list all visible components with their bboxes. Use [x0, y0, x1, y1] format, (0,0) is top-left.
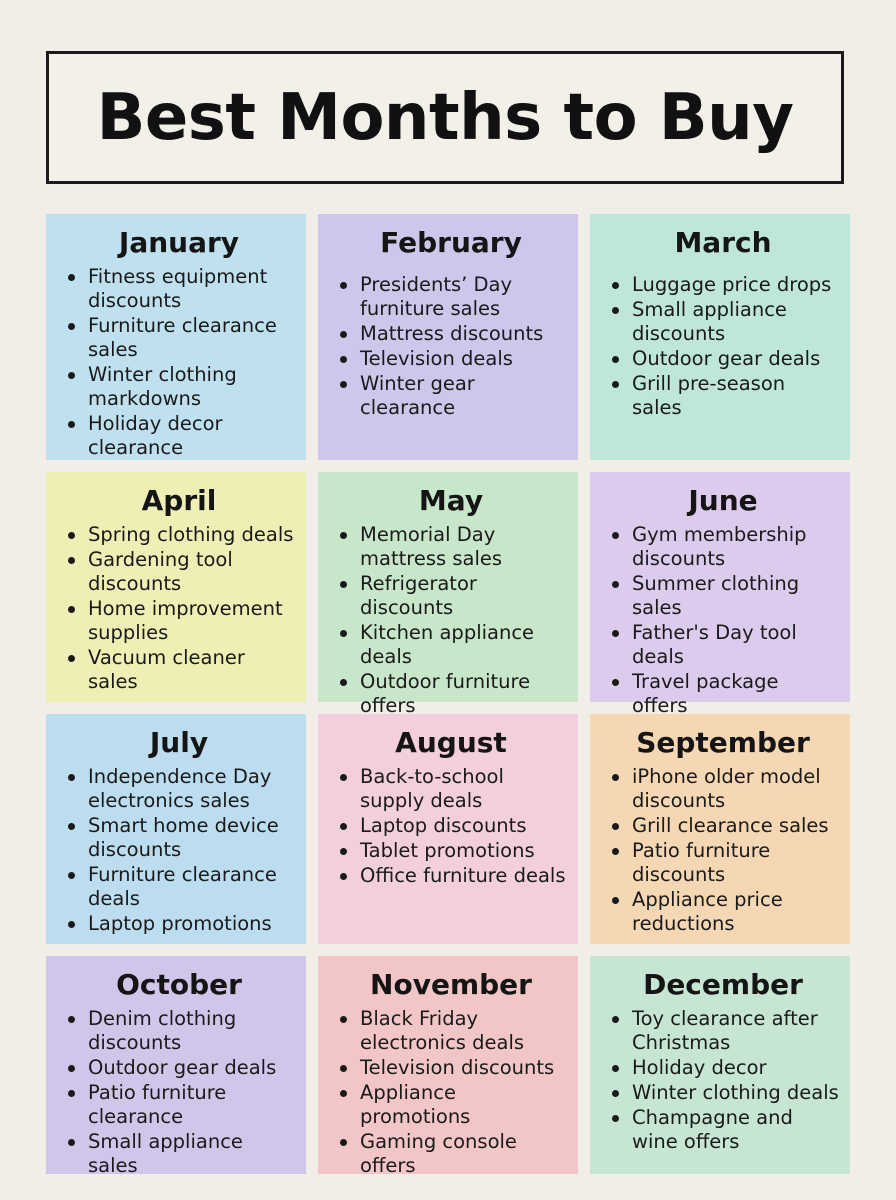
deal-list	[606, 523, 840, 718]
month-title: September	[636, 726, 810, 759]
deal-item: Vacuum cleaner sales	[88, 646, 296, 694]
deal-item: Black Friday electronics deals	[360, 1007, 568, 1055]
deal-item: Laptop promotions	[88, 912, 296, 936]
deal-item: Holiday decor clearance	[88, 412, 296, 460]
month-card-december	[590, 956, 850, 1174]
deal-item: Toy clearance after Christmas	[632, 1007, 840, 1055]
deal-item: Memorial Day mattress sales	[360, 523, 568, 571]
deal-item: Holiday decor	[632, 1056, 840, 1080]
deal-item: Laptop discounts	[360, 814, 568, 838]
month-title: April	[141, 484, 217, 517]
month-title: May	[418, 484, 484, 517]
deal-list	[606, 273, 840, 420]
deal-list	[62, 1007, 296, 1178]
deal-item: Father's Day tool deals	[632, 621, 840, 669]
deal-list	[334, 273, 568, 420]
deal-item: Winter gear clearance	[360, 372, 568, 420]
month-card-may	[318, 472, 578, 717]
month-title: July	[149, 726, 209, 759]
deal-item: Winter clothing markdowns	[88, 363, 296, 411]
deal-item: Small appliance sales	[88, 1130, 296, 1178]
deal-list	[334, 765, 568, 888]
month-card-september	[590, 714, 850, 944]
month-title: January	[118, 226, 240, 259]
deal-list	[606, 1007, 840, 1154]
months-grid	[46, 214, 850, 1177]
deal-list	[62, 765, 296, 936]
month-title: February	[380, 226, 522, 259]
deal-item: Winter clothing deals	[632, 1081, 839, 1104]
month-card-march	[590, 214, 850, 460]
month-card-february	[318, 214, 578, 460]
deal-list	[62, 265, 296, 460]
title-box	[46, 51, 844, 184]
deal-item: Gardening tool discounts	[88, 548, 296, 596]
deal-item: Spring clothing deals	[88, 523, 296, 547]
deal-item: Appliance promotions	[360, 1081, 568, 1129]
deal-item: Furniture clearance sales	[88, 314, 296, 362]
deal-item: Outdoor gear deals	[88, 1056, 296, 1080]
deal-item: Luggage price drops	[632, 273, 840, 297]
deal-item: Gaming console offers	[360, 1130, 568, 1178]
month-title: August	[395, 726, 507, 759]
deal-item: Patio furniture discounts	[632, 839, 840, 887]
deal-item: Back-to-school supply deals	[360, 765, 568, 813]
deal-item: Fitness equipment discounts	[88, 265, 296, 313]
month-title: March	[674, 226, 772, 259]
deal-item: Patio furniture clearance	[88, 1081, 296, 1129]
deal-item: Office furniture deals	[360, 864, 568, 888]
deal-item: Independence Day electronics sales	[88, 765, 296, 813]
deal-item: Television deals	[360, 347, 568, 371]
deal-item: Furniture clearance deals	[88, 863, 296, 911]
month-title: October	[116, 968, 242, 1001]
month-card-november	[318, 956, 578, 1177]
deal-item: Home improvement supplies	[88, 597, 296, 645]
deal-item: Presidents’ Day furniture sales	[360, 273, 568, 321]
deal-item: Mattress discounts	[360, 322, 568, 346]
page-title: Best Months to Buy	[96, 80, 794, 155]
deal-item: Denim clothing discounts	[88, 1007, 296, 1055]
deal-item: Tablet promotions	[360, 839, 568, 863]
month-card-august	[318, 714, 578, 944]
deal-item: Small appliance discounts	[632, 298, 840, 346]
deal-item: Television discounts	[360, 1056, 568, 1080]
deal-item: Grill pre-season sales	[632, 372, 840, 420]
deal-item: Outdoor gear deals	[632, 347, 840, 371]
month-card-january	[46, 214, 306, 460]
deal-list	[62, 523, 296, 694]
month-card-april	[46, 472, 306, 702]
deal-item: Refrigerator discounts	[360, 572, 568, 620]
deal-item: Kitchen appliance deals	[360, 621, 568, 669]
deal-item: Travel package offers	[632, 670, 840, 718]
month-card-july	[46, 714, 306, 944]
deal-list	[606, 765, 840, 936]
deal-item: Smart home device discounts	[88, 814, 296, 862]
deal-item: Champagne and wine offers	[632, 1106, 840, 1154]
deal-item: Grill clearance sales	[632, 814, 840, 838]
month-card-october	[46, 956, 306, 1177]
month-card-june	[590, 472, 850, 717]
month-title: November	[370, 968, 532, 1001]
deal-item: iPhone older model discounts	[632, 765, 840, 813]
deal-list	[334, 1007, 568, 1178]
deal-item: Outdoor furniture offers	[360, 670, 568, 718]
deal-item: Appliance price reductions	[632, 888, 840, 936]
deal-list	[334, 523, 568, 718]
month-title: December	[643, 968, 803, 1001]
deal-item: Gym membership discounts	[632, 523, 840, 571]
deal-item: Summer clothing sales	[632, 572, 840, 620]
month-title: June	[688, 484, 758, 517]
